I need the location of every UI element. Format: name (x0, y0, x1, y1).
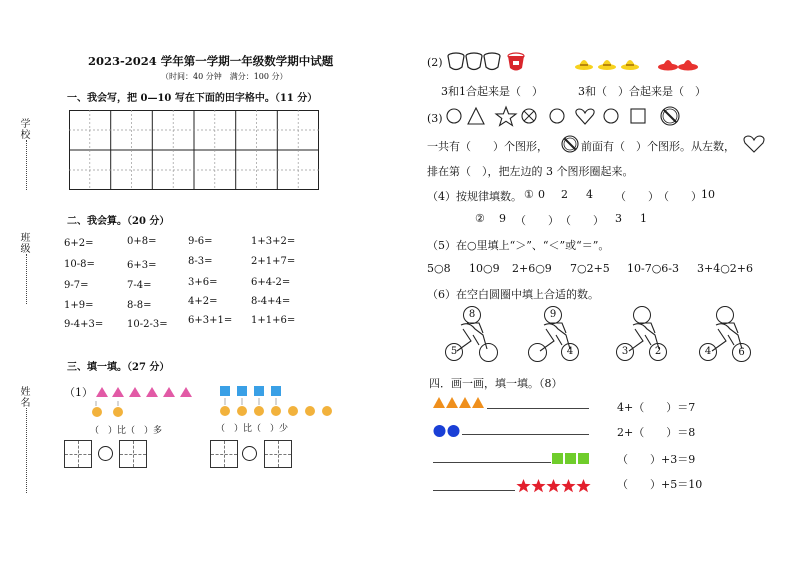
calc-item: 1+3+2= (251, 236, 296, 247)
q4-row1-item: 10 (701, 188, 715, 201)
q4-row1-item: 2 (561, 188, 568, 201)
section4-equation[interactable]: （ ）+3＝9 (617, 453, 696, 466)
blue-square-icon (237, 386, 247, 396)
draw-line[interactable] (433, 490, 515, 491)
q4-row2-item: 3 (615, 212, 622, 225)
bike-top-circle[interactable]: 8 (463, 306, 481, 324)
calc-item: 4+2= (188, 296, 218, 307)
school-label: 学校 (18, 118, 29, 140)
calc-item: 1+9= (64, 300, 94, 311)
q4-row2-blank[interactable]: （ ） (515, 214, 559, 227)
white-bowl-icon (484, 53, 500, 70)
q4-row1-blank[interactable]: （ ） (658, 190, 702, 203)
bike-left-wheel[interactable]: 5 (445, 343, 463, 361)
calc-item: 6+4-2= (251, 277, 291, 288)
yellow-hat-icon (621, 60, 639, 70)
bike-figure (443, 305, 501, 365)
green-squares (552, 452, 592, 465)
orange-dot-icon (322, 406, 332, 416)
q1-label: （1） (64, 386, 93, 399)
q1-figures (80, 380, 380, 420)
bike-right-wheel[interactable] (479, 343, 498, 362)
q6-label: （6）在空白圆圈中填上合适的数。 (427, 288, 599, 301)
q4-row2-item: 1 (640, 212, 647, 225)
blue-dot-icon (434, 425, 446, 437)
calc-item: 6+3= (127, 260, 157, 271)
q4-row1-item: ① (524, 188, 534, 201)
page-subtitle: （时间：40 分钟 满分：100 分） (161, 72, 288, 81)
class-line (26, 254, 27, 304)
name-line (26, 408, 27, 493)
compare-circle[interactable] (98, 446, 113, 461)
calc-item: 9-7= (64, 280, 89, 291)
red-hat-icon (658, 60, 678, 71)
yellow-hat-icon (575, 60, 593, 70)
circle-icon (604, 109, 618, 123)
q5-item[interactable]: 5○8 (427, 262, 451, 275)
heart-inline-icon (742, 134, 766, 154)
hats-figure (575, 52, 705, 76)
slashed-circle-inline-icon (559, 134, 581, 154)
compare-circle[interactable] (242, 446, 257, 461)
calc-item: 2+1+7= (251, 256, 296, 267)
q5-item[interactable]: 3+4○2+6 (697, 262, 754, 275)
q4-row2-item: ② (475, 212, 485, 225)
blue-square-icon (220, 386, 230, 396)
orange-dot-icon (288, 406, 298, 416)
square-icon (631, 109, 645, 123)
answer-box[interactable] (64, 440, 92, 468)
red-stars (516, 478, 592, 494)
bike-left-wheel[interactable] (528, 343, 547, 362)
q1-right-compare: （ ）比（ ）少 (216, 424, 289, 434)
orange-triangle-icon (446, 397, 458, 408)
draw-line[interactable] (487, 408, 589, 409)
section3-heading: 三、填一填。（27 分） (67, 362, 170, 373)
q5-item[interactable]: 7○2+5 (570, 262, 610, 275)
name-label: 姓名 (18, 386, 29, 408)
yellow-hat-icon (598, 60, 616, 70)
red-bowl-icon (508, 53, 524, 71)
calc-item: 8-3= (188, 256, 213, 267)
orange-dot-icon (305, 406, 315, 416)
calc-item: 0+8= (127, 236, 157, 247)
bike-right-wheel[interactable]: 4 (561, 343, 579, 361)
green-square-icon (565, 453, 576, 464)
orange-dot-icon (254, 406, 264, 416)
bike-top-circle[interactable] (716, 306, 734, 324)
bike-right-wheel[interactable]: 6 (732, 343, 751, 362)
bike-top-circle[interactable]: 9 (544, 306, 562, 324)
red-star-icon (561, 479, 575, 492)
q5-item[interactable]: 10○9 (469, 262, 500, 275)
bike-left-wheel[interactable]: 4 (699, 343, 717, 361)
shapes-row (444, 105, 694, 129)
class-label: 班级 (18, 232, 29, 254)
circle-icon (447, 109, 461, 123)
bike-top-circle[interactable] (633, 306, 651, 324)
bike-left-wheel[interactable]: 3 (616, 343, 634, 361)
q3-line1b: 前面有（ ）个图形。从左数， (581, 140, 735, 153)
writing-grid-lines (69, 110, 319, 190)
q1-left-compare: （ ）比（ ）多 (90, 426, 163, 436)
q2-label: (2) (427, 56, 443, 69)
q4-label: （4）按规律填数。 (427, 190, 522, 203)
red-star-icon (576, 479, 590, 492)
orange-dot-icon (237, 406, 247, 416)
pink-triangle-icon (112, 387, 124, 397)
q2-right-text: 3和（ ）合起来是（ ） (578, 85, 706, 98)
section4-equation[interactable]: （ ）+5＝10 (617, 478, 703, 491)
orange-triangle-icon (459, 397, 471, 408)
triangle-icon (468, 108, 484, 124)
crossed-circle-icon (522, 109, 536, 123)
calc-item: 6+2= (64, 238, 94, 249)
red-star-icon (516, 479, 530, 492)
q4-row1-item: 0 (538, 188, 545, 201)
q2-left-text: 3和1合起来是（ ） (441, 85, 543, 98)
section4-heading: 四．画一画，填一填。（8） (429, 377, 563, 390)
green-square-icon (552, 453, 563, 464)
q3-line2: 排在第（ ），把左边的 3 个图形圈起来。 (427, 165, 634, 178)
star-icon (496, 107, 516, 126)
q4-row2-item: 9 (499, 212, 506, 225)
answer-box[interactable] (210, 440, 238, 468)
orange-dot-icon (271, 406, 281, 416)
pink-triangle-icon (163, 387, 175, 397)
calc-item: 1+1+6= (251, 315, 296, 326)
q3-line1: 一共有（ ）个图形， (427, 140, 548, 153)
blue-square-icon (271, 386, 281, 396)
q4-row2-blank[interactable]: （ ） (560, 214, 604, 227)
pink-triangle-icon (180, 387, 192, 397)
blue-square-icon (254, 386, 264, 396)
draw-line[interactable] (433, 462, 551, 463)
bike-figure (615, 305, 673, 365)
blue-dots (433, 424, 463, 438)
bowls-figure (446, 50, 536, 76)
calc-item: 8-4+4= (251, 296, 291, 307)
white-bowl-icon (448, 53, 464, 70)
pink-triangle-icon (96, 387, 108, 397)
q4-row1-item: 4 (586, 188, 593, 201)
white-bowl-icon (466, 53, 482, 70)
orange-dot-icon (113, 407, 123, 417)
q5-item[interactable]: 2+6○9 (512, 262, 552, 275)
orange-dot-icon (220, 406, 230, 416)
answer-box[interactable] (119, 440, 147, 468)
q5-item[interactable]: 10-7○6-3 (627, 262, 680, 275)
section4-equation[interactable]: 4+（ ）＝7 (617, 401, 696, 414)
section2-heading: 二、我会算。（20 分） (67, 216, 170, 227)
school-line (26, 140, 27, 190)
q4-row1-blank[interactable]: （ ） (615, 190, 659, 203)
bike-right-wheel[interactable]: 2 (649, 343, 667, 361)
q3-label: (3) (427, 112, 443, 125)
calc-item: 9-4+3= (64, 319, 104, 330)
q5-label: （5）在○里填上“＞”、“＜”或“＝”。 (427, 239, 610, 252)
bike-figure (526, 305, 584, 365)
orange-triangle-icon (472, 397, 484, 408)
pink-triangles (96, 387, 192, 397)
slashed-circle-icon (661, 107, 679, 125)
orange-triangles (433, 396, 485, 410)
red-hat-icon (678, 60, 698, 71)
calc-item: 9-6= (188, 236, 213, 247)
circle-icon (550, 109, 564, 123)
calc-item: 8-8= (127, 300, 152, 311)
red-star-icon (546, 479, 560, 492)
calc-item: 3+6= (188, 277, 218, 288)
orange-dot-icon (92, 407, 102, 417)
writing-grid (69, 110, 319, 190)
section4-equation[interactable]: 2+（ ）＝8 (617, 426, 696, 439)
red-star-icon (531, 479, 545, 492)
pink-triangle-icon (129, 387, 141, 397)
calc-item: 6+3+1= (188, 315, 233, 326)
green-square-icon (578, 453, 589, 464)
calc-item: 10-8= (64, 259, 95, 270)
answer-box[interactable] (264, 440, 292, 468)
calc-item: 10-2-3= (127, 319, 168, 330)
orange-triangle-icon (433, 397, 445, 408)
page-title: 2023-2024 学年第一学期一年级数学期中试题 (88, 54, 334, 68)
draw-line[interactable] (462, 434, 589, 435)
calc-item: 7-4= (127, 280, 152, 291)
heart-icon (576, 109, 594, 124)
pink-triangle-icon (146, 387, 158, 397)
blue-dot-icon (448, 425, 460, 437)
section1-heading: 一、我会写，把 0—10 写在下面的田字格中。（11 分） (67, 93, 318, 104)
bike-figure (698, 305, 756, 365)
